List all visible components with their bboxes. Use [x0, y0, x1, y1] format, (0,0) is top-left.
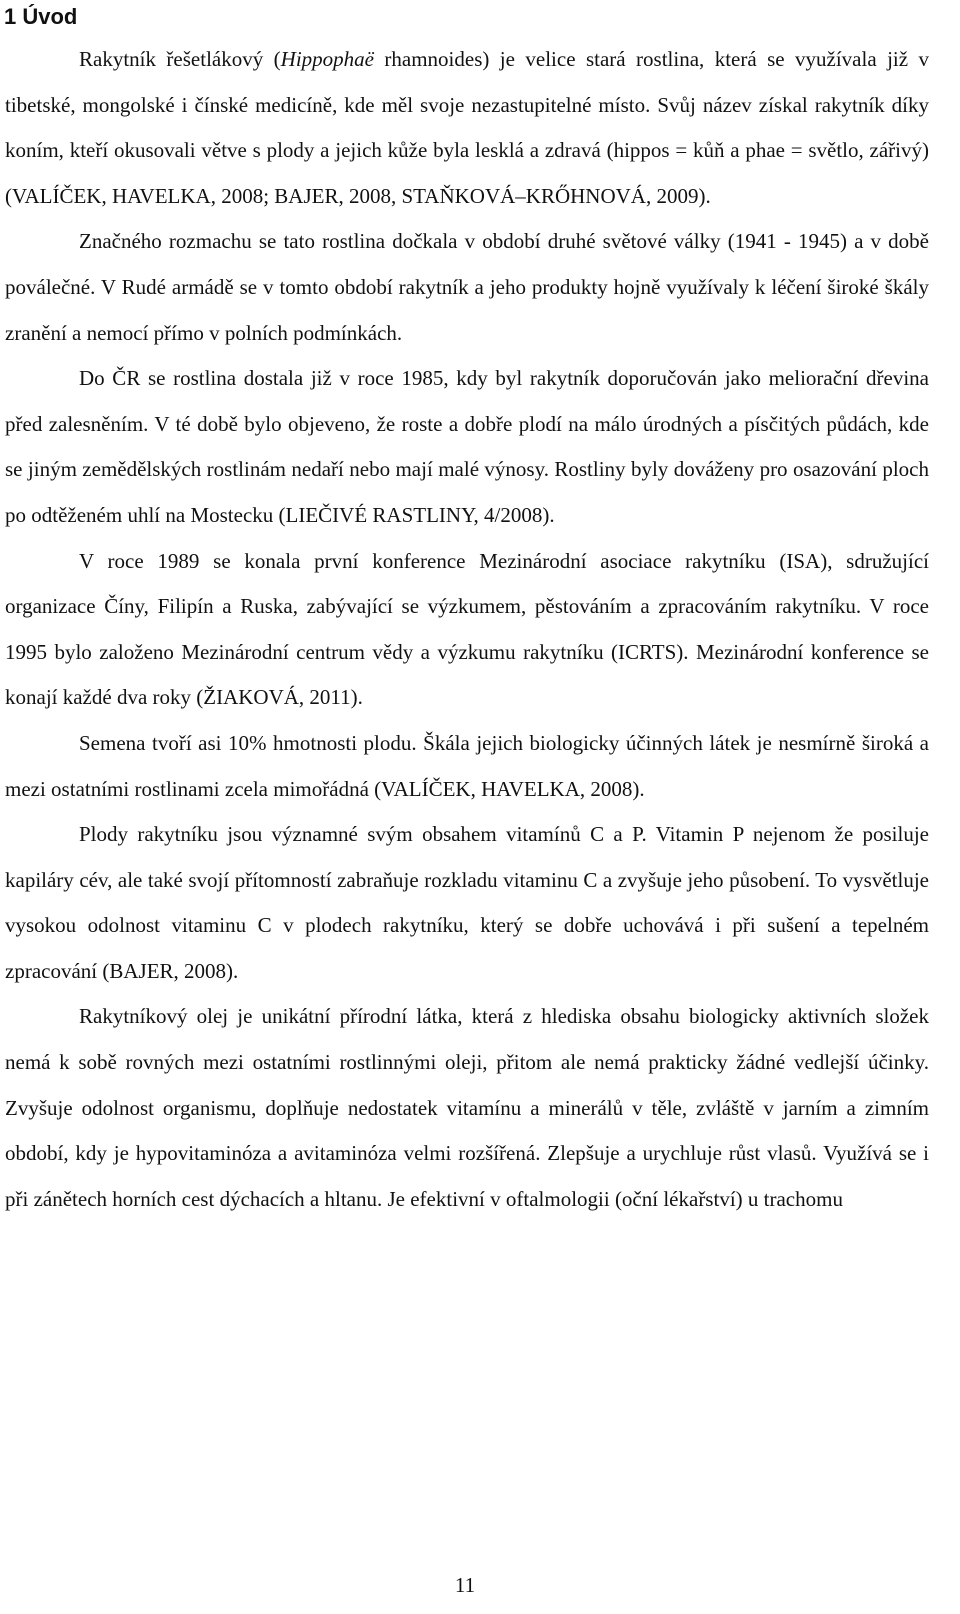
paragraph-1-before: Rakytník řešetlákový ( [79, 47, 281, 71]
paragraph-7: Rakytníkový olej je unikátní přírodní látka, která z hlediska obsahu biologicky aktivních složek nemá k sobě rovných mezi ostatními rostlinnými oleji, přitom ale nemá prakticky žádné vedlejší účinky. Zvyšuje odolnost organismu, doplňuje nedostatek vitamínu a minerálů v těle, zvláště v jarním a zimním období, kdy je hypovitaminóza a avitaminóza velmi rozšířená. Zlepšuje a urychluje růst vlasů. Využívá se i při zánětech horních cest dýchacích a hltanu. Je efektivní v oftalmologii (oční lékařství) u trachomu [5, 1004, 929, 1211]
paragraph-3: Do ČR se rostlina dostala již v roce 1985, kdy byl rakytník doporučován jako meliorační dřevina před zalesněním. V té době bylo objeveno, že roste a dobře plodí na málo úrodných a písčitých půdách, kde se jiným zemědělských rostlinám nedaří nebo mají malé výnosy. Rostliny byly dováženy pro osazování ploch po odtěženém uhlí na Mostecku (LIEČIVÉ RASTLINY, 4/2008). [5, 366, 929, 527]
page-number: 11 [454, 1573, 476, 1597]
paragraph-4: V roce 1989 se konala první konference Mezinárodní asociace rakytníku (ISA), sdružující organizace Číny, Filipín a Ruska, zabývající se výzkumem, pěstováním a zpracováním rakytníku. V roce 1995 bylo založeno Mezinárodní centrum vědy a výzkumu rakytníku (ICRTS). Mezinárodní konference se konají každé dva roky (ŽIAKOVÁ, 2011). [5, 548, 929, 710]
paragraph-1 [5, 37, 929, 219]
paragraph-5: Semena tvoří asi 10% hmotnosti plodu. Škála jejich biologicky účinných látek je nesmírně široká a mezi ostatními rostlinami zcela mimořádná (VALÍČEK, HAVELKA, 2008). [5, 730, 929, 801]
species-name-italic: Hippophaë [280, 47, 374, 71]
paragraph-6: Plody rakytníku jsou významné svým obsahem vitamínů C a P. Vitamin P nejenom že posiluje kapiláry cév, ale také svojí přítomností zabraňuje rozkladu vitaminu C a zvyšuje jeho působení. To vysvětluje vysokou odolnost vitaminu C v plodech rakytníku, který se dobře uchovává i při sušení a tepelném zpracování (BAJER, 2008). [5, 822, 929, 983]
section-heading: 1 Úvod [4, 4, 78, 29]
paragraph-1-after: rhamnoides) je velice stará rostlina, která se využívala již v tibetské, mongolské i čínské medicíně, kde měl svoje nezastupitelné místo. Svůj název získal rakytník díky koním, kteří okusovali větve s plody a jejich kůže byla lesklá a zdravá (hippos = kůň a phae = světlo, zářivý) (VALÍČEK, HAVELKA, 2008; BAJER, 2008, STAŇKOVÁ–KRŐHNOVÁ, 2009). [5, 47, 929, 208]
body-text [5, 37, 929, 1222]
paragraph-2: Značného rozmachu se tato rostlina dočkala v období druhé světové války (1941 - 1945) a v době poválečné. V Rudé armádě se v tomto období rakytník a jeho produkty hojně využívaly k léčení široké škály zranění a nemocí přímo v polních podmínkách. [5, 229, 929, 345]
